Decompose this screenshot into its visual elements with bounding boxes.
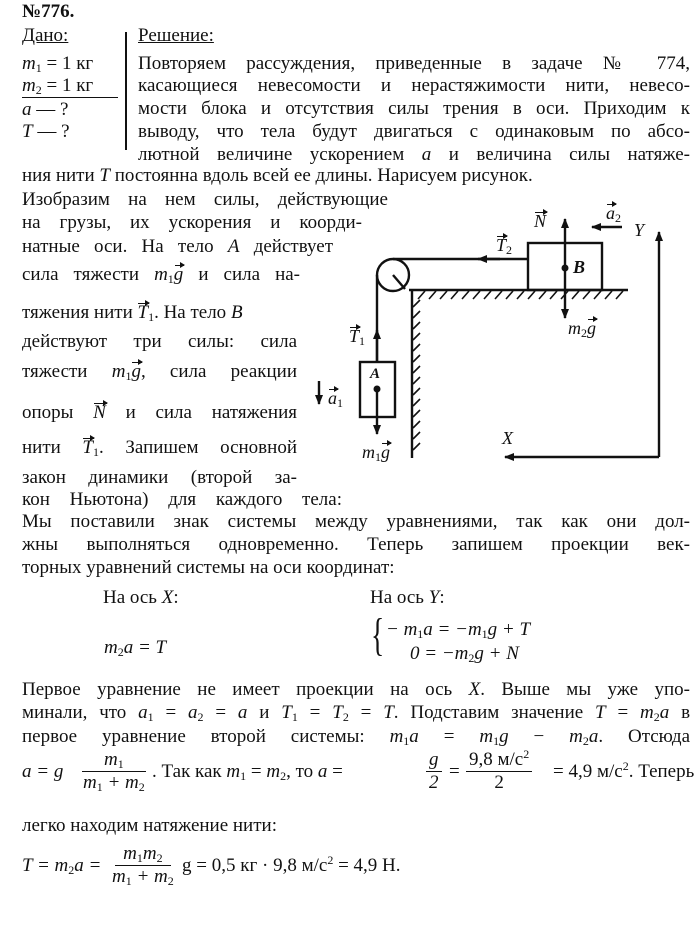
text-line: сила тяжести $m_1g$ и сила на-: [22, 264, 300, 286]
math-symbol: a: [138, 702, 148, 723]
block-b-center: [562, 265, 569, 272]
math-symbol: m: [569, 726, 583, 747]
problem-number: №776.: [22, 1, 75, 22]
math-symbol: a: [237, 702, 248, 723]
equation-y1: − $m_1a = -m_1g + T$: [386, 619, 531, 641]
formula-a-result: = 4,9 $м/с^2$. Теперь: [553, 759, 695, 782]
find-a: a — ?: [22, 99, 69, 120]
math-symbol: a: [409, 726, 419, 747]
fraction-9-8-over-2: 9,8 $м/с^2$ 2: [466, 749, 532, 794]
text-line: жны выполняться одновременно. Теперь запишем проекции век-: [22, 534, 690, 555]
math-symbol: m: [640, 702, 654, 723]
solution-title: Решение:: [138, 25, 214, 46]
math-symbol: m: [111, 361, 126, 382]
math-symbol: T: [332, 702, 343, 723]
math-symbol: T: [99, 165, 110, 186]
pulley-axle: [393, 275, 405, 289]
math-symbol: T: [383, 702, 394, 723]
fraction-m1-over-sum: $\frac{m_1}{m_1 + m_2}$: [82, 749, 145, 794]
text-line: минали, что $a_1 = a_2 = a$ и $T_1 = T_2 = T$. Подставим значение $T = m_2a$ в: [22, 702, 691, 724]
projection-x-title: На ось X:: [103, 587, 179, 608]
math-symbol: A: [227, 236, 240, 257]
math-symbol: m: [154, 264, 168, 285]
formula-a-lhs: a = g: [22, 761, 64, 782]
label-t2: $T_2$: [496, 235, 513, 257]
text-line: касающиеся невесомости и нерастяжимости нити, невесо-: [138, 75, 690, 96]
text-line: лютной величине ускорением a и величина силы натяже-: [138, 144, 690, 165]
equation-x: $m_2a = T$: [104, 637, 167, 659]
equation-y2: $0 = -m_2g + N$: [410, 643, 519, 665]
given-m2: $m_2 = 1$ кг: [22, 75, 118, 98]
text-line: нити $T_1$. Запишем основной: [22, 437, 297, 459]
text-line: кон Ньютона) для каждого тела:: [22, 489, 342, 510]
math-symbol: a: [659, 702, 670, 723]
math-symbol: m: [389, 726, 404, 747]
text-line: торных уравнений системы на оси координат:: [22, 557, 395, 578]
surface-hatching: [413, 291, 623, 450]
label-m1g: $m_1g$: [362, 442, 390, 464]
label-a2: $a_2$: [606, 203, 621, 225]
vector-symbol: N: [93, 402, 106, 423]
block-a-center: [374, 386, 381, 393]
fraction-g-over-2: $\frac{g}{2}$: [426, 749, 442, 794]
projection-y-title: На ось Y:: [370, 587, 445, 608]
label-a: A: [370, 366, 381, 382]
vector-symbol: T: [137, 302, 149, 323]
math-symbol: X: [468, 679, 481, 700]
text-line: Мы поставили знак системы между уравнениями, так как они дол-: [22, 511, 690, 532]
text-line: Повторяем рассуждения, приведенные в задаче № 774,: [138, 53, 690, 74]
text-line: действуют три силы: сила: [22, 331, 297, 352]
text-line: опоры N и сила натяжения: [22, 402, 297, 423]
formula-a-middle: . Так как $m_1 = m_2$, то a =: [152, 761, 343, 783]
math-symbol: a: [588, 726, 599, 747]
math-symbol: B: [230, 302, 243, 323]
text-line: выводу, что тела будут двигаться с одинаковым по абсо-: [138, 121, 690, 142]
formula-a-equals: =: [449, 761, 460, 782]
label-y: Y: [634, 220, 645, 240]
label-a1: $a_1$: [328, 388, 343, 410]
text-line: натные оси. На тело A действует: [22, 236, 333, 257]
text-line: тяжения нити $T_1$. На тело B: [22, 302, 243, 324]
text-line: Первое уравнение не имеет проекции на ось X. Выше мы уже упо-: [22, 679, 690, 700]
text-line: ния нити T постоянна вдоль всей ее длины. Нарисуем рисунок.: [22, 165, 533, 186]
label-x: X: [502, 428, 513, 448]
fraction-m1m2-over-sum: $\frac{m_1m_2}{m_1 + m_2}$: [112, 843, 174, 888]
text-line: на грузы, их ускорения и коорди-: [22, 212, 362, 233]
formula-t-rhs: g = 0,5 кг · 9,8 $м/с^2 = 4,9$ Н.: [182, 853, 401, 876]
vector-symbol: T: [82, 437, 93, 458]
text-line: Изобразим на нем силы, действующие: [22, 189, 388, 210]
formula-t-lhs: $T = m_2a$ =: [22, 855, 102, 877]
math-symbol: T: [281, 702, 292, 723]
system-brace: {: [371, 609, 385, 660]
text-line: закон динамики (второй за-: [22, 467, 297, 488]
find-T: T — ?: [22, 121, 70, 142]
text-line: первое уравнение второй системы: $m_1a = m_1g - m_2a$. Отсюда: [22, 726, 690, 748]
text-line: мости блока и отсутствия силы трения в оси. Приходим к: [138, 98, 690, 119]
given-title: Дано:: [22, 25, 69, 46]
math-symbol: m: [479, 726, 494, 747]
label-t1: $T_1$: [349, 326, 366, 348]
vector-symbol: g: [173, 264, 184, 285]
given-m1: $m_1 = 1$ кг: [22, 53, 94, 75]
math-symbol: g: [499, 726, 509, 747]
label-b: B: [573, 257, 586, 277]
math-symbol: a: [421, 144, 432, 165]
math-symbol: a: [188, 702, 198, 723]
text-line: тяжести $m_1g$, сила реакции: [22, 361, 297, 383]
text-line: легко находим натяжение нити:: [22, 815, 277, 836]
math-symbol: T: [595, 702, 606, 723]
label-m2g: $m_2g$: [568, 318, 596, 340]
vector-symbol: g: [131, 361, 141, 382]
label-n: N: [534, 211, 547, 231]
